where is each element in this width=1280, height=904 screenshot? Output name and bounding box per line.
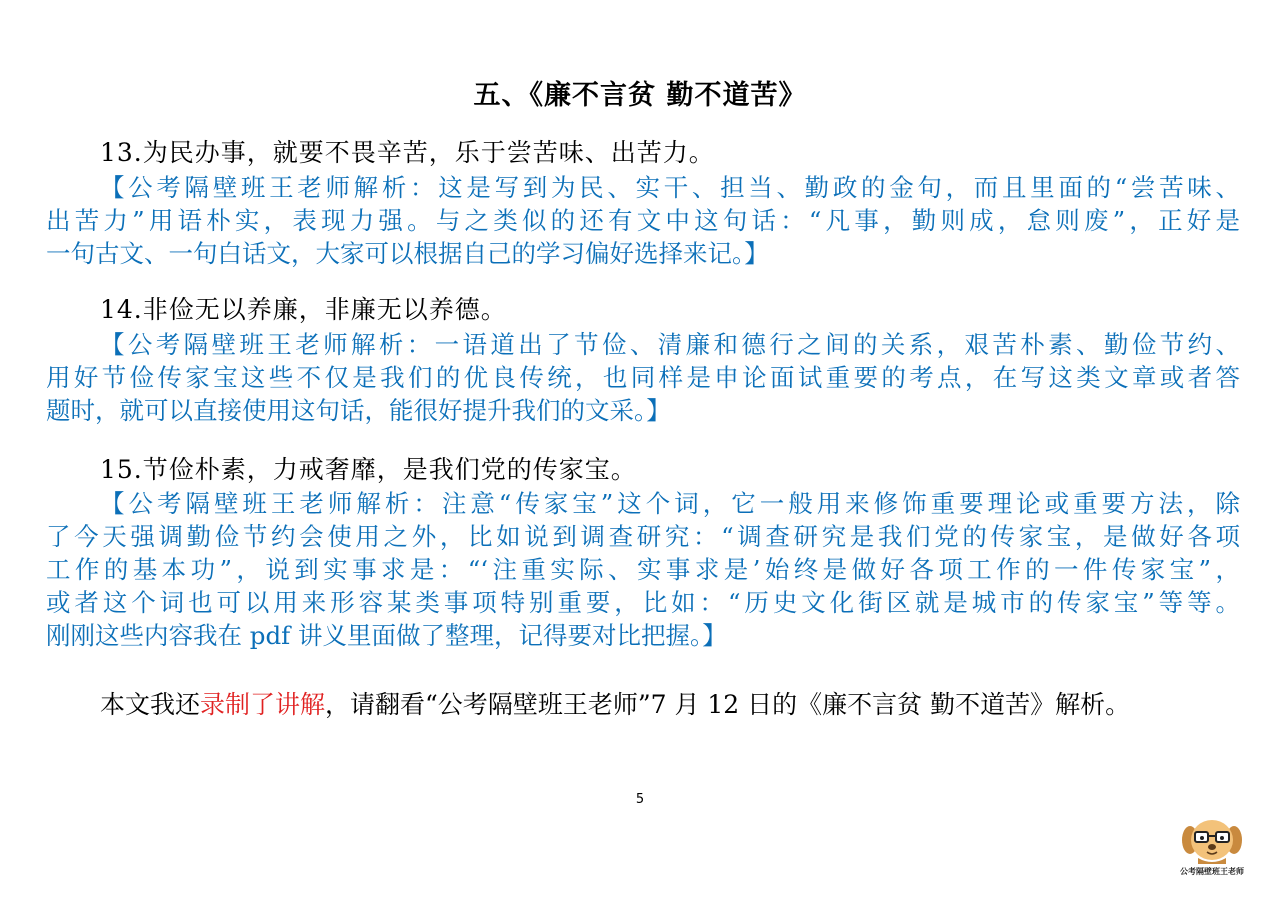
- analysis-line: 【公考隔壁班王老师解析：这是写到为民、实干、担当、勤政的金句，而且里面的“尝苦味、: [100, 173, 1240, 202]
- mascot-caption: 公考隔壁班王老师: [1180, 867, 1244, 876]
- analysis-line: 用好节俭传家宝这些不仅是我们的优良传统，也同样是申论面试重要的考点，在写这类文章或者答: [46, 363, 1240, 392]
- analysis-line: 一句古文、一句白话文，大家可以根据自己的学习偏好选择来记。】: [46, 239, 769, 268]
- mascot-logo-icon: [1180, 812, 1244, 892]
- page-number: 5: [635, 792, 645, 807]
- analysis-line: 了今天强调勤俭节约会使用之外，比如说到调查研究：“调查研究是我们党的传家宝，是做好各项: [46, 522, 1240, 551]
- quote-14: 14.非俭无以养廉，非廉无以养德。: [100, 295, 507, 324]
- closing-note: [100, 688, 1130, 722]
- analysis-line: 刚刚这些内容我在 pdf 讲义里面做了整理，记得要对比把握。】: [46, 621, 727, 650]
- analysis-line: 出苦力”用语朴实，表现力强。与之类似的还有文中这句话：“凡事，勤则成，怠则废”，正好是: [46, 206, 1240, 235]
- analysis-line: 题时，就可以直接使用这句话，能很好提升我们的文采。】: [46, 396, 671, 425]
- quote-13: 13.为民办事，就要不畏辛苦，乐于尝苦味、出苦力。: [100, 138, 715, 167]
- recording-highlight: 录制了讲解: [200, 690, 326, 719]
- analysis-line: 或者这个词也可以用来形容某类事项特别重要，比如：“历史文化街区就是城市的传家宝”等等。: [46, 588, 1240, 617]
- analysis-13: [46, 171, 1240, 270]
- closing-text-after: ，请翻看“公考隔壁班王老师”7 月 12 日的《廉不言贫 勤不道苦》解析。: [325, 690, 1131, 719]
- analysis-line: 工作的基本功”，说到实事求是：“‘注重实际、实事求是’始终是做好各项工作的一件传家宝”，: [46, 555, 1240, 584]
- analysis-14: [46, 328, 1240, 427]
- quote-15: 15.节俭朴素，力戒奢靡，是我们党的传家宝。: [100, 455, 637, 484]
- analysis-line: 【公考隔壁班王老师解析：一语道出了节俭、清廉和德行之间的关系，艰苦朴素、勤俭节约、: [100, 330, 1240, 359]
- page-title: 五、《廉不言贫 勤不道苦》: [473, 80, 807, 111]
- analysis-line: 【公考隔壁班王老师解析：注意“传家宝”这个词，它一般用来修饰重要理论或重要方法，除: [100, 489, 1240, 518]
- closing-text-before: 本文我还: [100, 690, 201, 719]
- analysis-15: [46, 487, 1240, 652]
